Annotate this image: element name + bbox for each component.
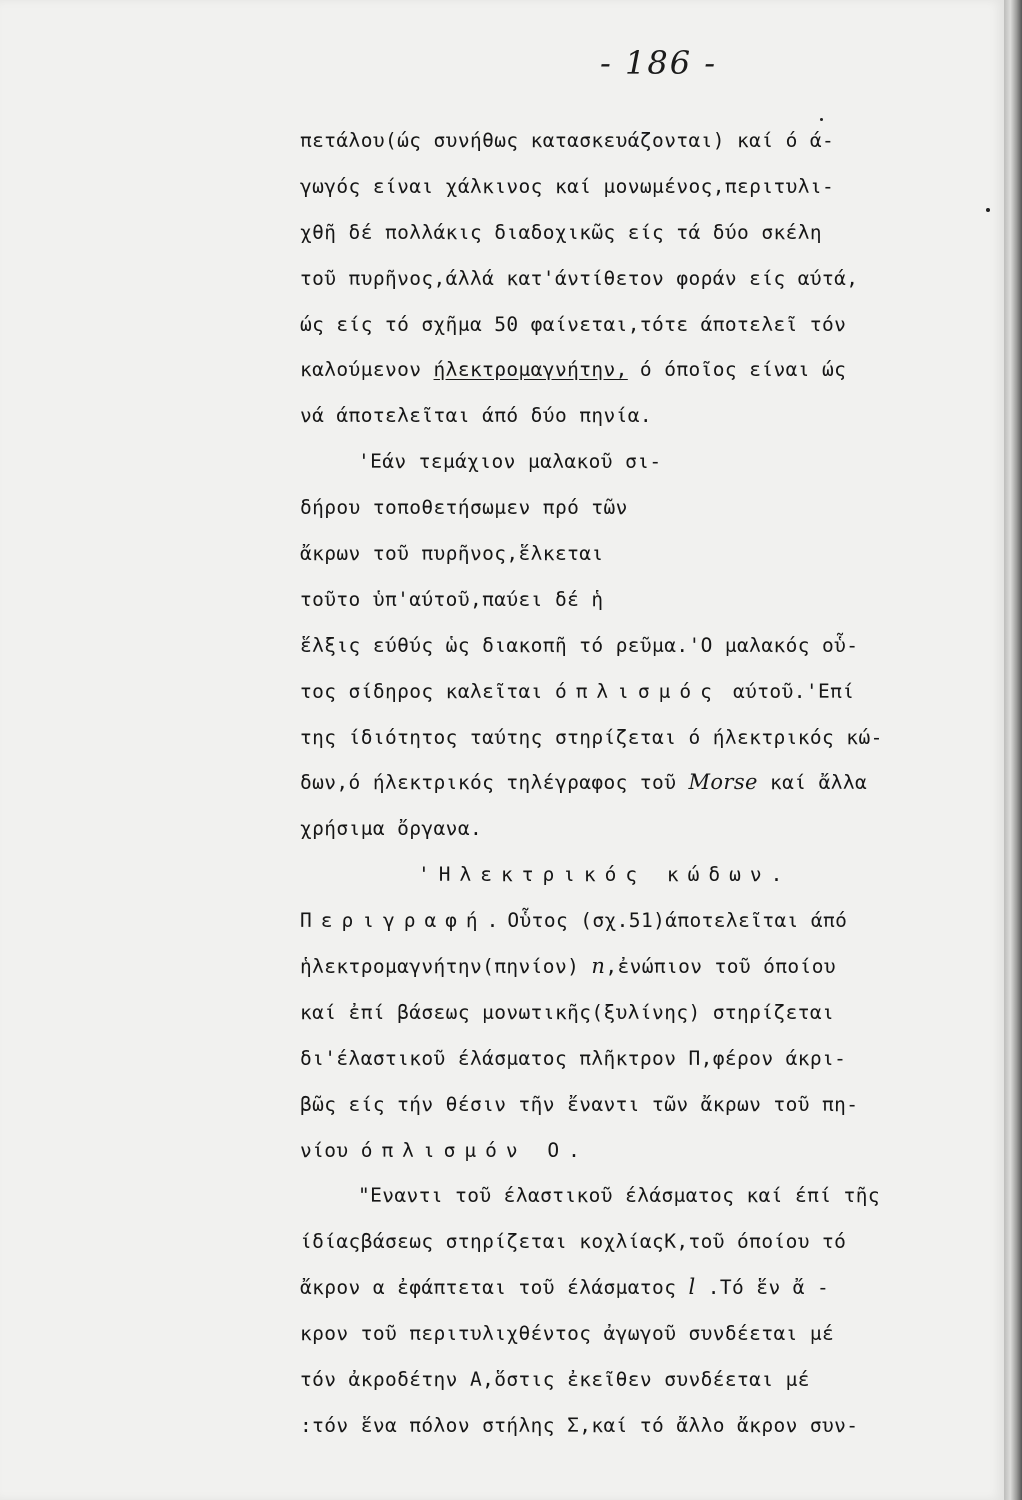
text-line: πετάλου(ώς συνήθως κατασκευάζονται) καί ό ά-: [300, 129, 835, 152]
ink-speck: [820, 118, 823, 121]
spaced-term: Περιγραφή.: [300, 909, 508, 933]
text-segment: καλούμενον: [300, 358, 434, 382]
text-line: τοῦτο ὑπ'αύτοῦ,παύει δέ ἡ: [300, 587, 604, 611]
text-segment: αύτοῦ.'Επί: [720, 679, 855, 703]
text-line: βῶς είς τήν θέσιν τῆν ἔναντι τῶν ἄκρων τοῦ πη-: [300, 1092, 859, 1116]
text-line: τόν ἀκροδέτην Α,ὅστις ἐκεῖθεν συνδέεται μέ: [300, 1368, 810, 1392]
spaced-term: όπλισμός: [554, 679, 721, 703]
text-line: κρον τοῦ περιτυλιχθέντος ἀγωγοῦ συνδέεται μέ: [300, 1322, 835, 1346]
text-segment: .Τό ἕν ἄ -: [695, 1276, 830, 1300]
text-line: ἕλξις εύθύς ὡς διακοπῆ τό ρεῦμα.'Ο μαλακός οὗ-: [300, 633, 859, 657]
text-line: [300, 760, 960, 806]
text-line: τοῦ πυρῆνος,άλλά κατ'άντίθετον φοράν είς αύτά,: [300, 266, 859, 290]
text-line: χθῆ δέ πολλάκις διαδοχικῶς είς τά δύο σκέλη: [300, 220, 823, 244]
text-segment: ,ἐνώπιον τοῦ όποίου: [605, 955, 836, 979]
text-segment: Οὗτος (σχ.51)άποτελεῖται άπό: [507, 909, 848, 933]
text-line: δι'έλαστικοῦ έλάσματος πλῆκτρον Π,φέρον άκρι-: [300, 1046, 847, 1070]
text-segment: ό όποῖος είναι ώς: [627, 358, 847, 382]
text-line: :τόν ἕνα πόλον στήλης Σ,καί τό ἄλλο ἄκρον συν-: [300, 1413, 859, 1437]
page-edge: [1004, 0, 1022, 1500]
text-line: "Εναντι τοῦ έλαστικοῦ έλάσματος καί έπί τῆς: [358, 1184, 881, 1208]
text-segment: νίου: [300, 1138, 361, 1162]
text-line: 'Εάν τεμάχιον μαλακοῦ σι-: [358, 450, 662, 474]
text-line: [300, 1128, 960, 1174]
text-line: χρήσιμα ὄργανα.: [300, 817, 483, 841]
text-segment: καί ἄλλα: [757, 771, 868, 795]
text-line: της ίδιότητος ταύτης στηρίζεται ό ήλεκτρικός κώ-: [300, 725, 883, 749]
text-line: [300, 944, 960, 990]
text-segment: ἄκρον α ἐφάπτεται τοῦ έλάσματος: [300, 1276, 689, 1300]
text-line: [300, 669, 960, 715]
spaced-term: όπλισμόν Ο.: [360, 1138, 589, 1162]
handwritten-letter: n: [591, 954, 606, 979]
ink-speck: [986, 208, 990, 212]
text-segment: ἡλεκτρομαγνήτην(πηνίον): [300, 955, 592, 979]
underlined-term: ήλεκτρομαγνήτην,: [433, 358, 628, 382]
page-number: - 186 -: [600, 44, 718, 82]
body-text: [300, 118, 960, 1449]
text-line: [300, 347, 960, 393]
text-line: ώς είς τό σχῆμα 50 φαίνεται,τότε άποτελεῖ τόν: [300, 312, 847, 336]
text-line: [300, 1265, 960, 1311]
text-line: ἄκρων τοῦ πυρῆνος,ἕλκεται: [300, 542, 604, 566]
handwritten-letter: l: [688, 1275, 696, 1300]
text-line: δήρου τοποθετήσωμεν πρό τῶν: [300, 496, 628, 520]
section-heading: 'Ηλεκτρικός κώδων.: [418, 863, 792, 887]
text-line: καί ἐπί βάσεως μονωτικῆς(ξυλίνης) στηρίζεται: [300, 1000, 835, 1024]
text-line: νά άποτελεῖται άπό δύο πηνία.: [300, 404, 653, 428]
text-line: ίδίαςβάσεως στηρίζεται κοχλίαςΚ,τοῦ όποίου τό: [300, 1230, 847, 1254]
text-segment: τος σίδηρος καλεῖται: [300, 679, 555, 703]
text-line: [300, 898, 960, 944]
text-line: γωγός είναι χάλκινος καί μονωμένος,περιτυλι-: [300, 174, 835, 198]
text-segment: δων,ό ήλεκτρικός τηλέγραφος τοῦ: [300, 771, 689, 795]
handwritten-word: Morse: [688, 770, 758, 795]
